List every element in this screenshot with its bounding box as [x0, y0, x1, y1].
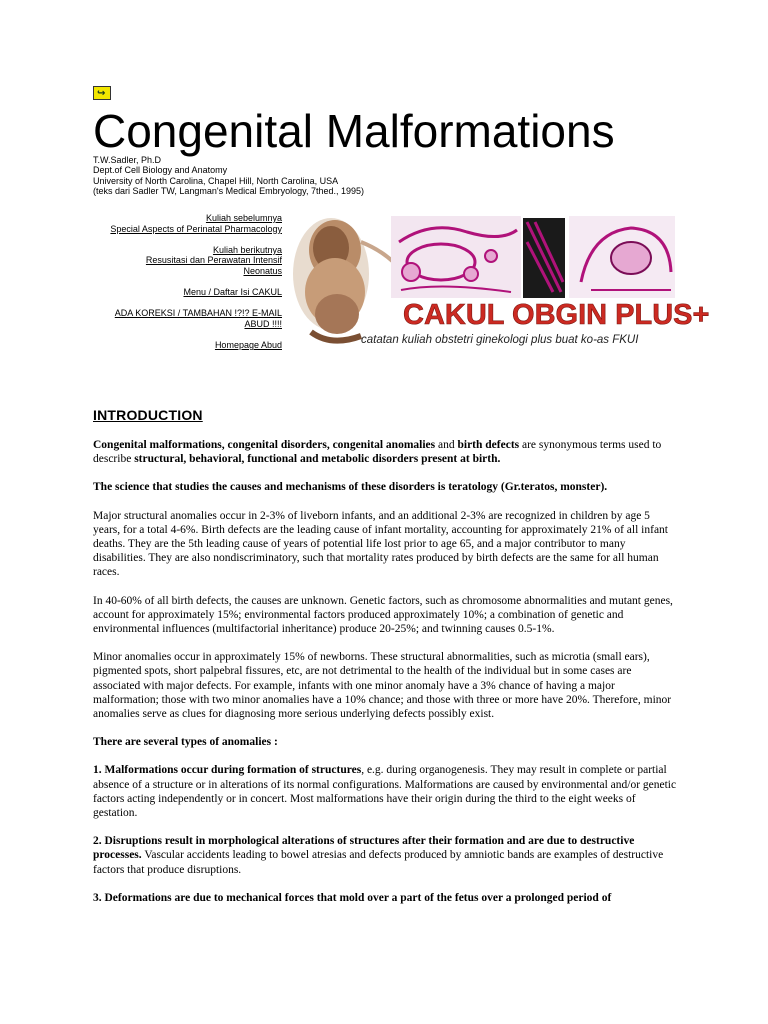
correction-email-link[interactable]: ADA KOREKSI / TAMBAHAN !?!? E-MAIL [114, 308, 282, 319]
text-fragment: and [435, 439, 458, 451]
fetus-illustration [293, 218, 401, 341]
lecture-navigation [93, 213, 282, 351]
document-icon[interactable]: ↪ [93, 86, 111, 100]
next-lecture-title-link-2[interactable]: Neonatus [243, 265, 282, 276]
author-department: Dept.of Cell Biology and Anatomy [93, 165, 228, 176]
bold-terms: Congenital malformations, congenital disorders, congenital anomalies [93, 439, 436, 451]
paragraph-malformations [93, 763, 677, 820]
paragraph-major-anomalies: Major structural anomalies occur in 2-3% of liveborn infants, and an additional 2-3% are recognized in children by age 5 years, for a total 4-6%. Birth defects are the leading cause of infant mortality, accounting for approximately 21% of all infant deaths. They are the 5th leading cause of years of potential life lost prior to age 65, and a major contributor to many disabilities. They are also nondiscriminatory, such that mortality rates produced by birth defects are the same for all human races. [93, 509, 669, 579]
author-name: T.W.Sadler, Ph.D [93, 155, 162, 165]
text-fragment: Vascular accidents leading to bowel atresias and defects produced by amniotic bands are examples of destructive factors that produce disruptions. [93, 849, 664, 876]
banner-tagline: catatan kuliah obstetri ginekologi plus buat ko-as FKUI [361, 334, 639, 346]
bold-terms: structural, behavioral, functional and metabolic disorders present at birth. [134, 453, 501, 466]
page-title: Congenital Malformations [93, 105, 615, 157]
bold-terms: 2. Disruptions result in morphological alterations of structures after their formation and are due to destructive processes. [93, 835, 635, 862]
source-citation: (teks dari Sadler TW, Langman's Medical Embryology, 7thed., 1995) [93, 186, 365, 197]
paragraph-deformations [93, 891, 677, 905]
bold-terms: 1. Malformations occur during formation of structures [93, 764, 362, 777]
banner-brand: CAKUL OBGIN PLUS+ [403, 299, 710, 331]
next-lecture-label-link[interactable]: Kuliah berikutnya [212, 244, 282, 255]
paragraph-definition [93, 438, 677, 466]
prev-lecture-title-link[interactable]: Special Aspects of Perinatal Pharmacology [110, 223, 282, 234]
bold-terms: 3. Deformations are due to mechanical forces that mold over a part of the fetus over a prolonged period of [93, 891, 612, 904]
author-university: University of North Carolina, Chapel Hill, North Carolina, USA [93, 175, 339, 186]
paragraph-causes: In 40-60% of all birth defects, the causes are unknown. Genetic factors, such as chromosome abnormalities and mutant genes, account for approximately 15%; environmental factors produced approximately 10%; a combination of genetic and environmental influences (multifactorial inheritance) produce 20-25%; and twinning causes 0.5-1%. [93, 594, 673, 636]
paragraph-disruptions [93, 834, 677, 877]
menu-link[interactable]: Menu / Daftar Isi CAKUL [183, 287, 282, 298]
bold-sentence: The science that studies the causes and mechanisms of these disorders is teratology (Gr.teratos, monster). [93, 481, 608, 494]
prev-lecture-label-link[interactable]: Kuliah sebelumnya [205, 213, 282, 223]
text-fragment: are synonymous terms used to describe [93, 439, 662, 466]
paragraph-minor-anomalies: Minor anomalies occur in approximately 15% of newborns. These structural abnormalities, such as microtia (small ears), pigmented spots, short palpebral fissures, etc, are not detrimental to the health of the individual but in some cases are associated with major defects. For example, infants with one minor anomaly have a 3% chance of having a major malformation; those with two minor anomalies have a 10% chance; and those with three or more have 20%. Therefore, minor anomalies serve as clues for diagnosing more serious underlying defects possibly exist. [93, 651, 672, 721]
article-body [93, 438, 677, 919]
bold-sentence: There are several types of anomalies : [93, 736, 278, 749]
bold-terms: birth defects [457, 439, 520, 451]
next-lecture-title-link[interactable]: Resusitasi dan Perawatan Intensif [145, 255, 282, 266]
homepage-link[interactable]: Homepage Abud [214, 340, 282, 351]
paragraph-anomaly-types [93, 735, 677, 749]
anatomy-drawing [391, 216, 675, 298]
author-info [93, 155, 364, 197]
cakul-obgin-banner [291, 212, 710, 352]
text-fragment: , e.g. during organogenesis. They may result in complete or partial absence of a structure or in alterations of its normal configurations. Malformations are caused by environmental and/or genetic factors acting independently or in concert. Most malformations have their origin during the third to the eight weeks of gestation. [93, 764, 677, 820]
section-heading-introduction: INTRODUCTION [93, 407, 203, 423]
correction-email-link-2[interactable]: ABUD !!!! [244, 318, 282, 329]
paragraph-teratology [93, 480, 677, 494]
